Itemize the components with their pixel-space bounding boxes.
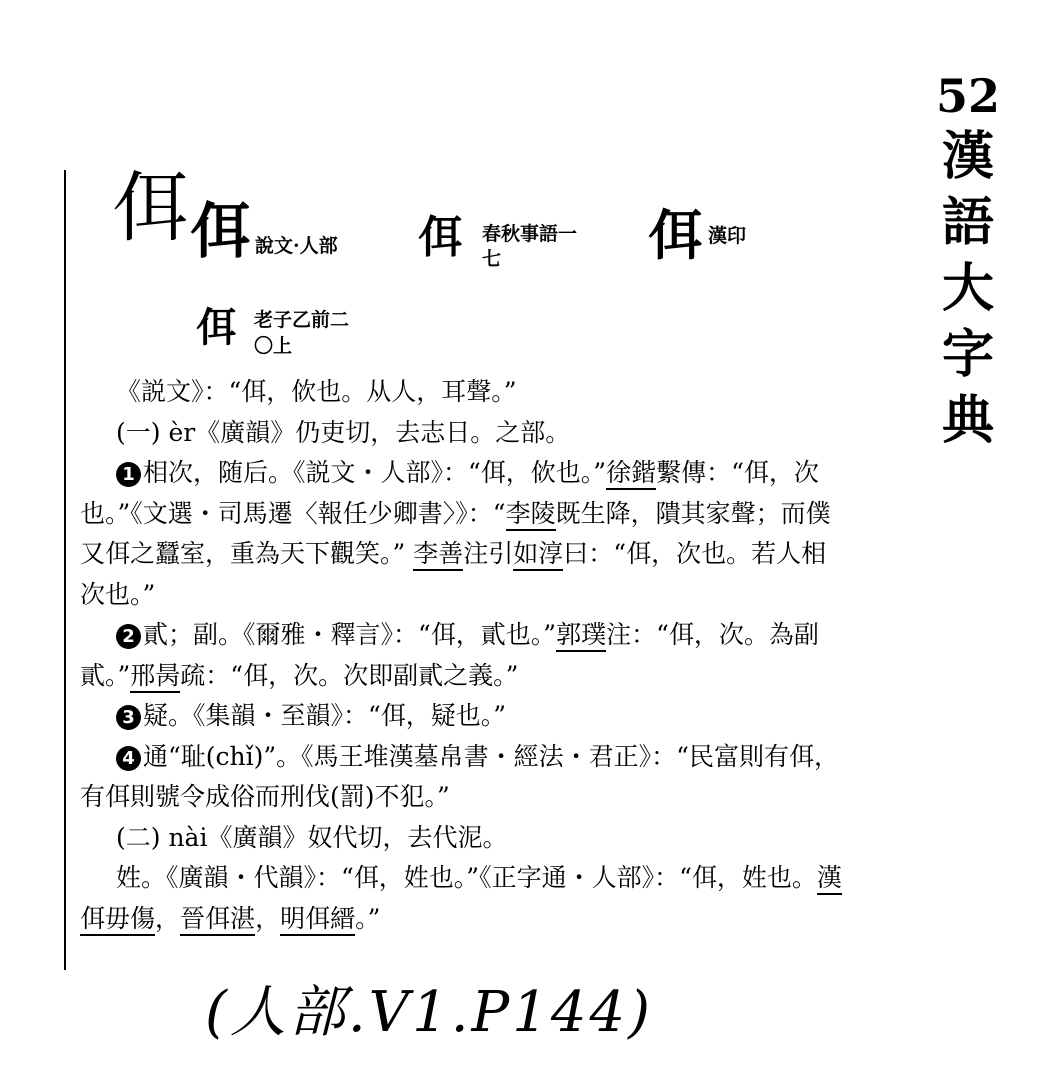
sense-marker: 3 [116,705,141,730]
person-name: 佴湛 [205,904,255,936]
handwritten-note: (人部.V1.P144) [205,980,653,1045]
title-char: 字 [941,324,994,385]
sense-4: 4 通“耻(chǐ)”。《馬王堆漢墓帛書・經法・君正》：“民富則有佴，有佴則號令成俗而刑伐(罰)不犯。” [80,741,839,811]
person-name: 李陵 [506,499,556,531]
dynasty-name: 晉 [180,904,205,936]
title-char: 大 [941,258,994,319]
silk-glyph: 佴 [196,304,236,351]
reading-two: (二) nài《廣韻》奴代切，去代泥。 [116,822,508,852]
silk-glyph: 佴 [418,212,462,263]
reading-one: (一) èr《廣韻》仍吏切，去志日。之部。 [116,417,571,447]
glyph-source: 春秋事語一 [482,223,578,245]
glyph-source: 漢印 [708,225,747,247]
entry-body [80,372,850,939]
seal-glyph: 佴 [190,197,250,267]
page-number: 52 [936,69,1001,123]
sense-2: 2 貳；副。《爾雅・釋言》：“佴，貳也。”郭璞注：“佴，次。為副貳。”邢昺疏：“佴，次。次即副貳之義。” [80,615,850,696]
shuowen-definition: 《説文》：“佴，佽也。从人，耳聲。” [116,377,517,406]
title-char: 語 [941,192,994,253]
sense-3: 3 疑。《集韻・至韻》：“佴，疑也。” [80,696,850,737]
glyph-source-cont: 〇上 [254,335,293,357]
person-name: 如淳 [513,539,563,571]
person-name: 李善 [413,539,463,571]
glyph-source-cont: 七 [482,248,502,270]
person-name: 郭璞 [556,620,606,652]
sense-1: 1 相次，随后。《説文・人部》：“佴，佽也。”徐鍇繫傳：“佴，次也。”《文選・司馬遷〈報任少卿書〉》：“李陵既生降，隤其家聲；而僕又佴之蠶室，重為天下觀笑。” 李善注引如淳曰：“佴，次也。若人相次也。” [80,458,831,609]
sense-marker: 2 [116,624,141,649]
person-name: 佴毋傷 [80,904,155,936]
person-name: 徐鍇 [606,458,656,490]
seal-stamp-glyph: 佴 [648,203,702,267]
surname-sense: 姓。《廣韻・代韻》：“佴，姓也。”《正字通・人部》：“佴，姓也。漢佴毋傷，晉佴湛，明佴縉。” [80,858,850,939]
sense-marker: 4 [116,746,141,771]
running-header [936,70,1000,454]
title-char: 漢 [941,126,994,187]
title-char: 典 [941,390,994,451]
sense-marker: 1 [116,462,141,487]
headword: 佴 [112,163,188,252]
dynasty-name: 漢 [817,863,842,895]
glyph-source: 老子乙前二 [254,309,350,331]
margin-rule [64,170,66,970]
glyph-source: 說文·人部 [255,235,338,257]
person-name: 佴縉 [305,904,355,936]
person-name: 邢昺 [130,661,180,693]
dynasty-name: 明 [280,904,305,936]
